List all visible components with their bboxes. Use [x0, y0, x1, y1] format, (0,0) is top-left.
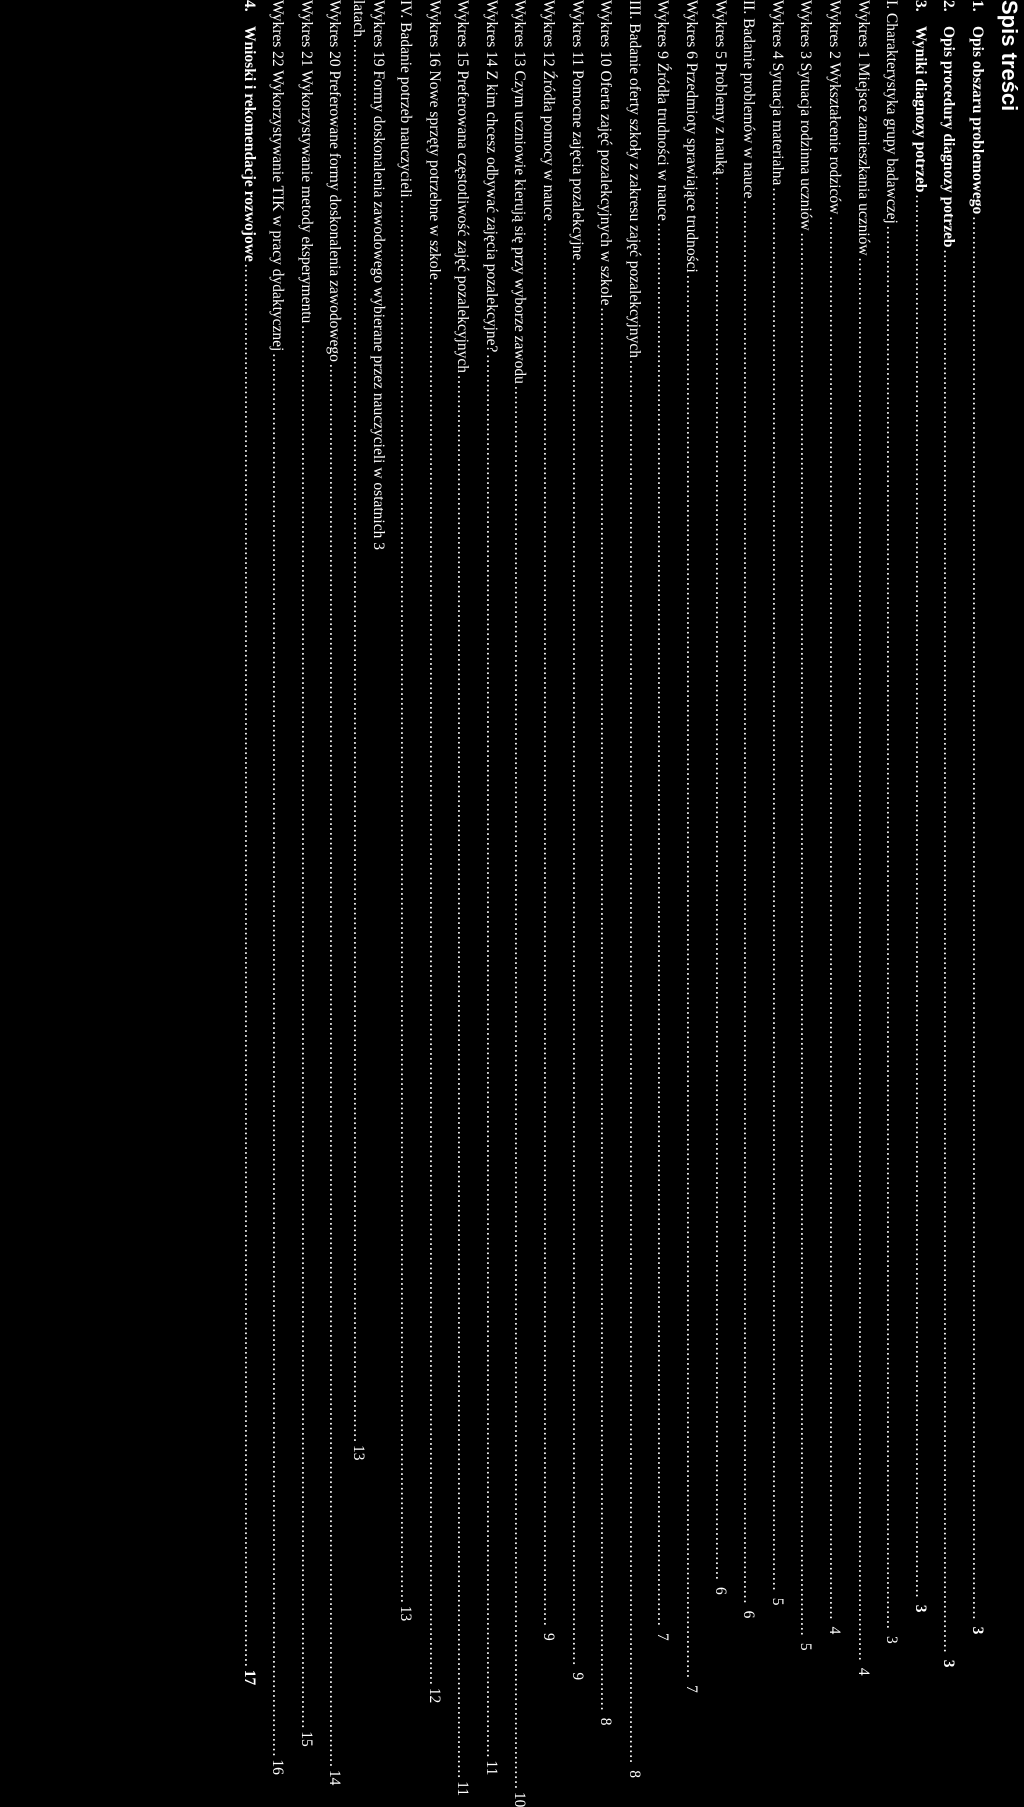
toc-dot-leader [882, 226, 900, 1630]
toc-dot-leader [968, 216, 986, 1620]
toc-entry[interactable] [240, 0, 260, 1686]
toc-dot-leader [425, 282, 443, 1686]
toc-page-number: 16 [269, 1759, 287, 1775]
toc-dot-leader [240, 264, 258, 1668]
toc-page-number: 7 [654, 1632, 672, 1641]
toc-page-number: 10 [511, 1791, 529, 1807]
toc-entry-text: Wykres 3 Sytuacja rodzinna uczniów [797, 0, 815, 231]
toc-dot-leader [768, 187, 786, 1591]
toc-entry[interactable] [539, 0, 559, 1641]
toc-entry-text: Wykres 11 Pomocne zajęcia pozalekcyjne [568, 0, 586, 261]
toc-entry-text: Wykres 9 Źródła trudności w nauce [654, 0, 672, 221]
toc-entry-text: Wykres 12 Źródła pomocy w nauce [540, 0, 557, 221]
toc-entry[interactable] [711, 0, 731, 1595]
toc-page-number: 11 [482, 1760, 500, 1776]
toc-page-number: 13 [350, 1445, 368, 1461]
toc-page-number: 6 [740, 1610, 758, 1619]
toc-entry[interactable] [510, 0, 530, 1807]
toc-entry-text: Wykres 1 Miejsce zamieszkania uczniów [854, 0, 872, 256]
toc-dot-leader [854, 258, 872, 1662]
toc-page-number: 6 [711, 1586, 729, 1595]
toc-dot-leader [268, 353, 286, 1757]
toc-entry-text: Wykres 10 Oferta zajęć pozalekcyjnych w szkole [597, 0, 615, 306]
toc-page-number: 8 [597, 1717, 615, 1726]
toc-entry-number: 2. [940, 0, 958, 12]
toc-entry[interactable] [968, 0, 988, 1635]
toc-entry-text: Wykres 14 Z kim chcesz odbywać zajęcia pozalekcyjne? [482, 0, 500, 353]
toc-page-number: 3 [969, 1626, 986, 1635]
toc-entry[interactable] [796, 0, 816, 1651]
toc-entry-text: Wykres 22 Wykorzystywanie TIK w pracy dydaktycznej [269, 0, 287, 352]
toc-entry[interactable] [939, 0, 959, 1668]
toc-entry-text: latach [350, 0, 368, 38]
toc-page-number: 11 [454, 1781, 472, 1796]
toc-entry[interactable] [297, 0, 317, 1747]
toc-dot-leader [739, 200, 757, 1604]
toc-page-number: 15 [297, 1731, 315, 1747]
toc-entry-number: 1. [969, 0, 986, 12]
toc-page-number: 17 [240, 1669, 258, 1686]
toc-entry-text: Wykres 2 Wykształcenie rodziców [826, 0, 843, 215]
toc-entry-text: Wykres 16 Nowe sprzęty potrzebne w szkole [425, 0, 443, 280]
toc-dot-leader [596, 307, 614, 1711]
toc-entry-text: Wyniki diagnozy potrzeb [911, 26, 929, 193]
toc-page-number: 14 [326, 1769, 344, 1786]
toc-dot-leader [349, 39, 367, 1443]
toc-entry[interactable] [482, 0, 502, 1776]
toc-page-number: 9 [540, 1632, 557, 1641]
toc-dot-leader [625, 360, 643, 1764]
toc-entry[interactable] [854, 0, 874, 1676]
toc-dot-leader [396, 200, 414, 1604]
toc-entry-text: Opis procedury diagnozy potrzeb [940, 26, 958, 248]
toc-page-number: 3 [940, 1659, 958, 1668]
toc-entry-text: Wykres 20 Preferowane formy doskonalenia zawodowego [326, 0, 344, 362]
toc-entry-text: IV. Badanie potrzeb nauczycieli [397, 0, 414, 198]
toc-dot-leader [325, 364, 343, 1768]
toc-entry[interactable] [911, 0, 931, 1613]
toc-entry[interactable] [367, 0, 387, 904]
toc-entry-text: Wykres 4 Sytuacja materialna [768, 0, 786, 186]
toc-entry[interactable] [682, 0, 702, 1693]
toc-entry[interactable] [596, 0, 616, 1726]
toc-entry-text: Wykres 15 Preferowana częstotliwość zajęć pozalekcyjnych [454, 0, 472, 374]
toc-dot-leader [653, 223, 671, 1627]
toc-page-number: 4 [854, 1667, 872, 1676]
toc-dot-leader [939, 249, 957, 1653]
toc-entry-number: 4. [240, 0, 258, 12]
toc-page-number: 9 [568, 1672, 586, 1681]
toc-dot-leader [297, 325, 315, 1729]
toc-page-number: 13 [397, 1605, 414, 1622]
toc-entry-text: Opis obszaru problemowego [969, 26, 986, 215]
toc-dot-leader [796, 233, 814, 1637]
toc-entry-text: Wykres 19 Formy doskonalenia zawodowego wybierane przez nauczycieli w ostatnich 3 [370, 0, 388, 550]
toc-dot-leader [911, 195, 929, 1599]
toc-entry-text: Wykres 5 Problemy z nauką [711, 0, 729, 175]
toc-dot-leader [711, 177, 729, 1581]
toc-page-number: 5 [797, 1642, 815, 1651]
toc-dot-leader [568, 262, 586, 1666]
toc-entry[interactable] [425, 0, 445, 1704]
toc-dot-leader [539, 223, 557, 1627]
toc-entry[interactable] [568, 0, 588, 1681]
toc-entry[interactable] [625, 0, 645, 1779]
toc-dot-leader [482, 354, 500, 1758]
toc-dot-leader [453, 375, 471, 1779]
toc-entry-text: Wykres 21 Wykorzystywanie metody eksperymentu [297, 0, 315, 324]
toc-entry-text: II. Badanie problemów w nauce [740, 0, 758, 199]
toc-page-number: 7 [683, 1685, 700, 1693]
toc-page-number: 4 [826, 1626, 843, 1635]
toc-entry[interactable] [396, 0, 416, 1622]
toc-page-number: 12 [425, 1687, 443, 1704]
toc-entry[interactable] [739, 0, 759, 1619]
toc-entry[interactable] [882, 0, 902, 1644]
toc-entry-number: 3. [911, 0, 929, 12]
toc-entry[interactable] [268, 0, 288, 1775]
toc-entry-text: Wykres 6 Przedmioty sprawiające trudności [683, 0, 700, 273]
toc-entry-text: I. Charakterystyka grupy badawczej [883, 0, 901, 224]
toc-entry-text: III. Badanie oferty szkoły z zakresu zajęć pozalekcyjnych [625, 0, 643, 359]
toc-page-number: 3 [883, 1636, 901, 1644]
toc-entry[interactable] [825, 0, 845, 1635]
toc-entry[interactable] [349, 0, 369, 1461]
toc-page-number: 3 [911, 1604, 929, 1613]
toc-entry-text: Wnioski i rekomendacje rozwojowe [240, 26, 258, 262]
toc-entry-text: Wykres 13 Czym uczniowie kierują się przy wyborze zawodu [511, 0, 529, 384]
toc-entry[interactable] [453, 0, 473, 1796]
toc-dot-leader [510, 386, 528, 1790]
toc-page-number: 5 [768, 1597, 786, 1606]
toc-entry[interactable] [768, 0, 788, 1606]
toc-entry[interactable] [653, 0, 673, 1641]
toc-dot-leader [825, 216, 843, 1620]
toc-dot-leader [682, 275, 700, 1679]
toc-title: Spis treści [997, 0, 1022, 112]
toc-entry[interactable] [325, 0, 345, 1786]
toc-page-number: 8 [625, 1770, 643, 1779]
